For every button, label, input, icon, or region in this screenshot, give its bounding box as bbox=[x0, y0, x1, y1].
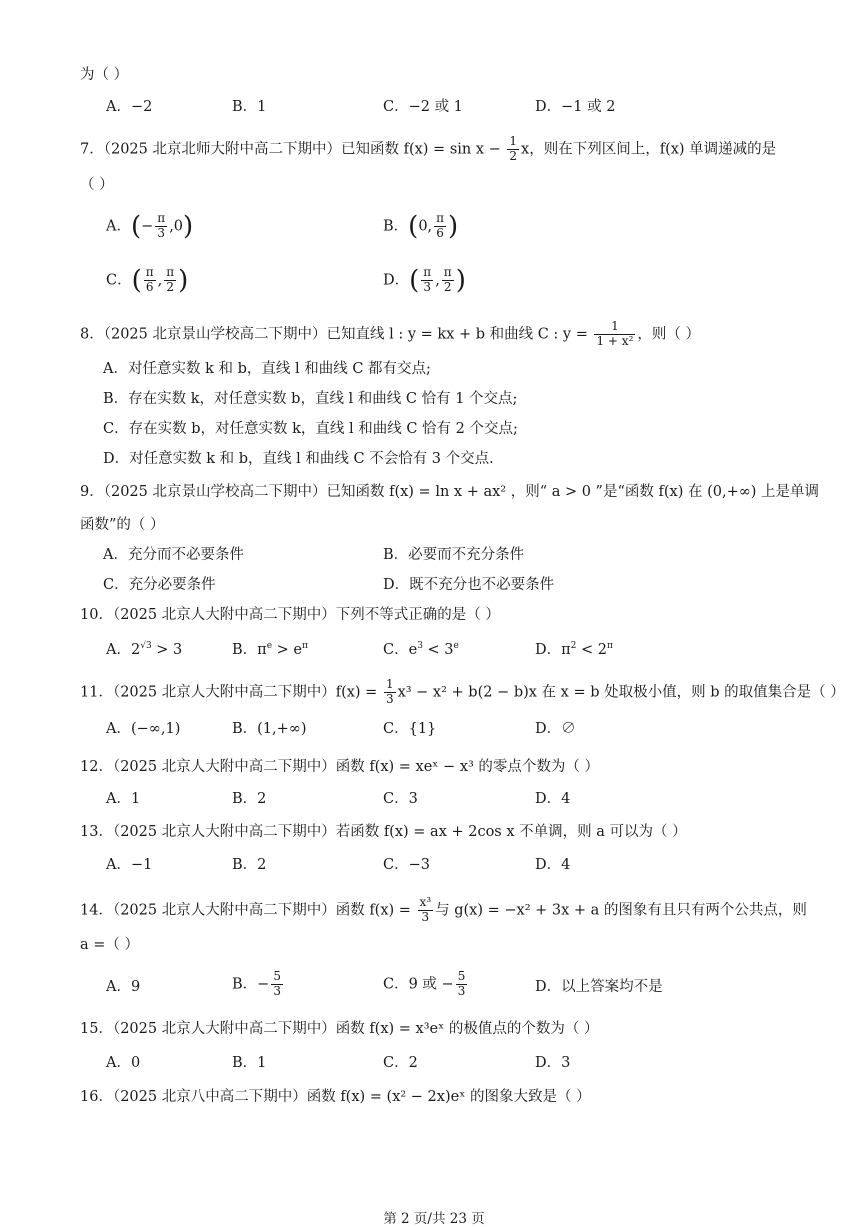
q11-option-c: C．{1} bbox=[383, 721, 437, 737]
question-6-tail: 为（ ） bbox=[80, 67, 129, 83]
q7-mid: x，则在下列区间上，f(x) 单调递减的是 bbox=[521, 141, 777, 158]
question-12-stem: 12．（2025 北京人大附中高二下期中）函数 f(x) = xeˣ − x³ 的零点个数为（ ） bbox=[80, 759, 600, 775]
q6-option-b: B．1 bbox=[232, 99, 267, 115]
q14-option-d: D．以上答案均不是 bbox=[535, 979, 663, 995]
q10-option-d: D．$\pi^2 < 2^\pi$ bbox=[535, 641, 613, 658]
question-14-stem: 14．（2025 北京人大附中高二下期中）函数 f(x) = $\frac{\text{x³}}{3}$ 与 g(x) = −x² + 3x + a 的图象有且只有两个公共点，则 bbox=[80, 895, 807, 924]
question-8-stem: 8．（2025 北京景山学校高二下期中）已知直线 l : y = kx + b 和曲线 C : y = $\frac{1}{\text{1 + x²}}$ ，则（ ） bbox=[80, 319, 700, 348]
q15-option-b: B．1 bbox=[232, 1055, 267, 1071]
question-11-stem: 11．（2025 北京人大附中高二下期中）f(x) = $\frac{1}{3}$ x³ − x² + b(2 − b)x 在 x = b 处取极小值，则 b 的取值集合是（ ） bbox=[80, 677, 845, 706]
q10-option-a: A．$2^{√3} > 3$ bbox=[106, 641, 183, 658]
q7-option-c: C．( $\frac{\pi}{6}$ , $\frac{\pi}{2}$ ) bbox=[106, 265, 189, 296]
q11-option-b: B．(1,+∞) bbox=[232, 721, 307, 737]
q15-option-a: A．0 bbox=[106, 1055, 141, 1071]
q12-option-a: A．1 bbox=[106, 791, 141, 807]
q14-option-a: A．9 bbox=[106, 979, 141, 995]
question-9-tail: 函数”的（ ） bbox=[80, 517, 165, 533]
question-13-stem: 13．（2025 北京人大附中高二下期中）若函数 f(x) = ax + 2cos x 不单调，则 a 可以为（ ） bbox=[80, 824, 687, 840]
q13-option-b: B．2 bbox=[232, 857, 267, 873]
q15-option-c: C．2 bbox=[383, 1055, 418, 1071]
q13-option-c: C．−3 bbox=[383, 857, 430, 873]
q9-option-c: C．充分必要条件 bbox=[103, 577, 216, 593]
question-14-tail: a =（ ） bbox=[80, 937, 140, 953]
q10-option-b: B．$\pi^e > e^\pi$ bbox=[232, 641, 308, 658]
q9-option-d: D．既不充分也不必要条件 bbox=[383, 577, 555, 593]
q15-option-d: D．3 bbox=[535, 1055, 571, 1071]
q11-option-a: A．(−∞,1) bbox=[106, 721, 181, 737]
q6-option-d: D．−1 或 2 bbox=[535, 99, 616, 115]
q10-option-c: C．$e^3 < 3^e$ bbox=[383, 641, 459, 658]
question-7-stem bbox=[80, 135, 776, 164]
question-9-stem: 9．（2025 北京景山学校高二下期中）已知函数 f(x) = ln x + ax² ，则“ a > 0 ”是“函数 f(x) 在 (0,+∞) 上是单调 bbox=[80, 484, 820, 500]
q13-option-a: A．−1 bbox=[106, 857, 153, 873]
q12-option-c: C．3 bbox=[383, 791, 418, 807]
q9-option-a: A．充分而不必要条件 bbox=[103, 547, 244, 563]
q7-option-a: A．(− $\frac{\pi}{3}$ ,0) bbox=[106, 211, 194, 242]
q7-option-b: B．(0, $\frac{\pi}{6}$ ) bbox=[383, 211, 459, 242]
q12-option-b: B．2 bbox=[232, 791, 267, 807]
q8-option-d: D．对任意实数 k 和 b，直线 l 和曲线 C 不会恰有 3 个交点. bbox=[103, 451, 494, 467]
q13-option-d: D．4 bbox=[535, 857, 571, 873]
q6-option-a: A．−2 bbox=[106, 99, 153, 115]
q14-option-b: B．− $\frac{5}{3}$ bbox=[232, 969, 281, 998]
q8-option-b: B．存在实数 k，对任意实数 b，直线 l 和曲线 C 恰有 1 个交点; bbox=[103, 391, 518, 407]
q8-option-c: C．存在实数 b，对任意实数 k，直线 l 和曲线 C 恰有 2 个交点; bbox=[103, 421, 518, 437]
q11-option-d: D．∅ bbox=[535, 721, 576, 737]
q14-option-c: C．9 或 − $\frac{5}{3}$ bbox=[383, 969, 466, 998]
question-16-stem: 16．（2025 北京八中高二下期中）函数 f(x) = (x² − 2x)eˣ 的图象大致是（ ） bbox=[80, 1089, 591, 1105]
q7-option-d: D．( $\frac{\pi}{3}$ , $\frac{\pi}{2}$ ) bbox=[383, 265, 466, 296]
question-10-stem: 10．（2025 北京人大附中高二下期中）下列不等式正确的是（ ） bbox=[80, 607, 500, 623]
q12-option-d: D．4 bbox=[535, 791, 571, 807]
q7-head: 7．（2025 北京北师大附中高二下期中）已知函数 f(x) = sin x − bbox=[80, 141, 506, 158]
q8-option-a: A．对任意实数 k 和 b，直线 l 和曲线 C 都有交点; bbox=[103, 361, 431, 377]
fraction-half: $\frac{1}{2}$ bbox=[509, 134, 518, 163]
q6-option-c: C．−2 或 1 bbox=[383, 99, 463, 115]
q9-option-b: B．必要而不充分条件 bbox=[383, 547, 525, 563]
question-15-stem: 15．（2025 北京人大附中高二下期中）函数 f(x) = x³eˣ 的极值点的个数为（ ） bbox=[80, 1021, 599, 1037]
question-7-tail: （ ） bbox=[80, 177, 114, 193]
page-footer: 第 2 页/共 23 页 bbox=[383, 1211, 485, 1227]
